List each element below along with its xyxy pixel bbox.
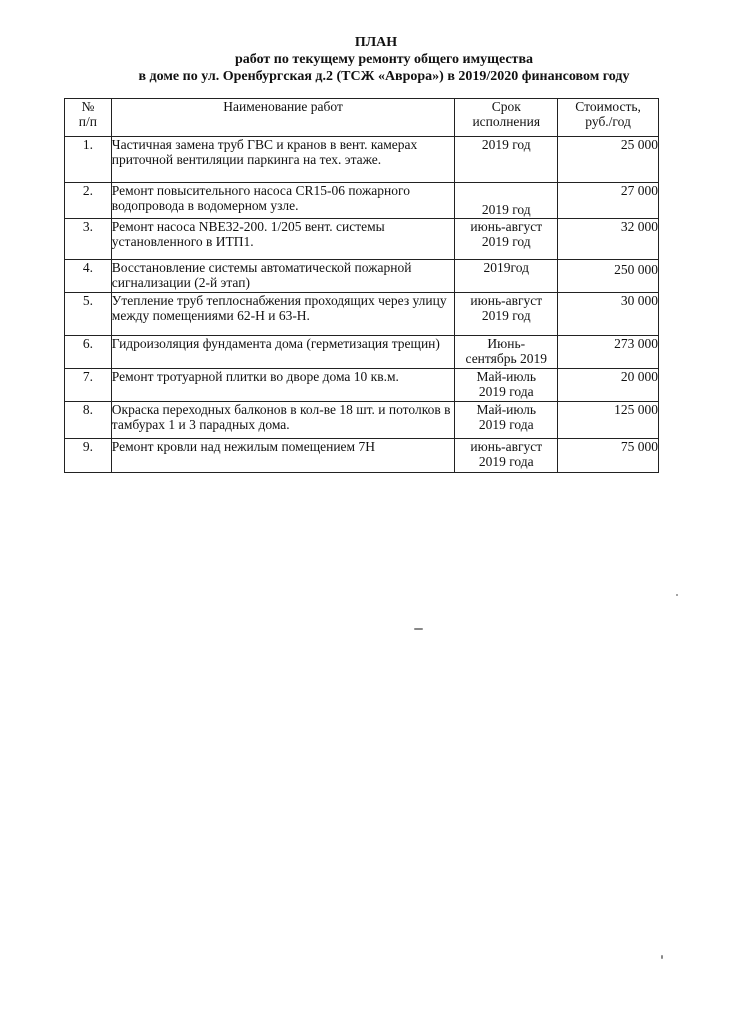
title-line-2: работ по текущему ремонту общего имущества <box>235 52 533 67</box>
row-number: 4. <box>65 260 112 293</box>
works-plan-table <box>64 98 659 473</box>
table-row <box>65 402 659 439</box>
row-cost: 125 000 <box>558 402 659 439</box>
row-term: 2019год <box>455 260 558 293</box>
title-line-1: ПЛАН <box>354 35 398 50</box>
row-cost: 25 000 <box>558 137 659 183</box>
row-term: Июнь- сентябрь 2019 <box>455 336 558 369</box>
row-term: Май-июль 2019 года <box>455 369 558 402</box>
header-term: Срок исполнения <box>455 99 558 137</box>
row-work-name: Частичная замена труб ГВС и кранов в вент. камерах приточной вентиляции паркинга на тех. этаже. <box>111 137 455 183</box>
header-cost: Стоимость, руб./год <box>558 99 659 137</box>
table-row <box>65 369 659 402</box>
row-number: 8. <box>65 402 112 439</box>
row-work-name: Гидроизоляция фундамента дома (герметизация трещин) <box>111 336 455 369</box>
row-work-name: Окраска переходных балконов в кол-ве 18 шт. и потолков в тамбурах 1 и 3 парадных дома. <box>111 402 455 439</box>
table-header-row <box>65 99 659 137</box>
title-line-3: в доме по ул. Оренбургская д.2 (ТСЖ «Аврора») в 2019/2020 финансовом году <box>138 69 630 84</box>
row-cost: 273 000 <box>558 336 659 369</box>
row-work-name: Утепление труб теплоснабжения проходящих через улицу между помещениями 62-Н и 63-Н. <box>111 293 455 336</box>
row-number: 9. <box>65 439 112 473</box>
row-term: июнь-август 2019 года <box>455 439 558 473</box>
row-cost: 250 000 <box>558 260 659 293</box>
table-row <box>65 293 659 336</box>
row-term: 2019 год <box>455 183 558 219</box>
row-work-name: Ремонт кровли над нежилым помещением 7Н <box>111 439 455 473</box>
row-cost: 75 000 <box>558 439 659 473</box>
row-work-name: Ремонт повысительного насоса CR15-06 пожарного водопровода в водомерном узле. <box>111 183 455 219</box>
row-term: июнь-август 2019 год <box>455 219 558 260</box>
row-cost: 30 000 <box>558 293 659 336</box>
header-number: № п/п <box>65 99 112 137</box>
scan-speck <box>676 594 678 596</box>
row-work-name: Восстановление системы автоматической пожарной сигнализации (2-й этап) <box>111 260 455 293</box>
table-row <box>65 336 659 369</box>
scan-speck <box>661 955 663 959</box>
row-cost: 32 000 <box>558 219 659 260</box>
row-number: 5. <box>65 293 112 336</box>
header-work-name: Наименование работ <box>111 99 455 137</box>
row-number: 3. <box>65 219 112 260</box>
row-number: 6. <box>65 336 112 369</box>
row-work-name: Ремонт тротуарной плитки во дворе дома 10 кв.м. <box>111 369 455 402</box>
table-row <box>65 137 659 183</box>
row-number: 2. <box>65 183 112 219</box>
table-row <box>65 260 659 293</box>
row-number: 1. <box>65 137 112 183</box>
table-row <box>65 219 659 260</box>
row-term: Май-июль 2019 года <box>455 402 558 439</box>
row-term: июнь-август 2019 год <box>455 293 558 336</box>
row-cost: 27 000 <box>558 183 659 219</box>
table-row <box>65 183 659 219</box>
document-title <box>0 34 744 85</box>
row-number: 7. <box>65 369 112 402</box>
row-cost: 20 000 <box>558 369 659 402</box>
row-work-name: Ремонт насоса NBE32-200. 1/205 вент. системы установленного в ИТП1. <box>111 219 455 260</box>
scan-speck <box>414 628 423 630</box>
table-row <box>65 439 659 473</box>
row-term: 2019 год <box>455 137 558 183</box>
